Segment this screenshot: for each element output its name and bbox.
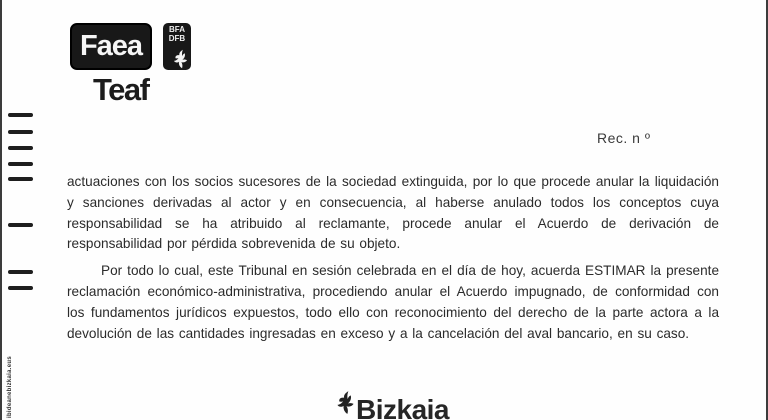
document-body — [67, 172, 719, 344]
binding-mark — [8, 113, 33, 117]
rec-number-label: Rec. n º — [597, 130, 651, 146]
logo-secondary-text: Teaf — [93, 72, 149, 107]
vertical-note-line2: ebizkaia.eus — [7, 355, 13, 395]
binding-mark — [8, 162, 33, 166]
binding-mark — [8, 146, 33, 150]
binding-mark — [8, 223, 33, 227]
logo-badge-line1: BFA — [169, 25, 185, 34]
footer-logo-text: Bizkaia — [356, 394, 449, 420]
paragraph-1: actuaciones con los socios sucesores de la sociedad extinguida, por lo que procede anular la liquidación y sanciones derivadas al actor y en consecuencia, al haberse anulado todos los conceptos cuya responsabilidad se ha atribuido al reclamante, procede anular el Acuerdo de derivación de responsabilidad por pérdida sobrevenida de su objeto. — [67, 174, 719, 252]
logo-badge-line2: DFB — [168, 33, 186, 43]
binding-mark — [8, 270, 33, 274]
logo-primary-text: Faea — [79, 30, 143, 62]
leaf-icon — [172, 49, 189, 69]
binding-mark — [8, 286, 33, 290]
leaf-icon — [336, 390, 355, 415]
footer-logo — [336, 388, 449, 420]
binding-mark — [8, 177, 33, 181]
binding-mark — [8, 130, 33, 134]
vertical-margin-note — [7, 355, 15, 418]
vertical-note-line1: ibidean — [7, 394, 13, 418]
left-scan-edge — [0, 0, 2, 420]
logo-badge-box — [163, 23, 191, 70]
letterhead-logo — [70, 23, 195, 108]
paragraph-2: Por todo lo cual, este Tribunal en sesión celebrada en el día de hoy, acuerda ESTIMAR la presente reclamación económico-administrativa, procediendo anular el Acuerdo impugnado, de conformidad con los fundamentos jurídicos expuestos, todo ello con reconocimiento del derecho de la parte actora a la devolución de las cantidades ingresadas en exceso y a la cancelación del aval bancario, en su caso. — [67, 263, 719, 341]
logo-primary-box — [70, 23, 152, 70]
